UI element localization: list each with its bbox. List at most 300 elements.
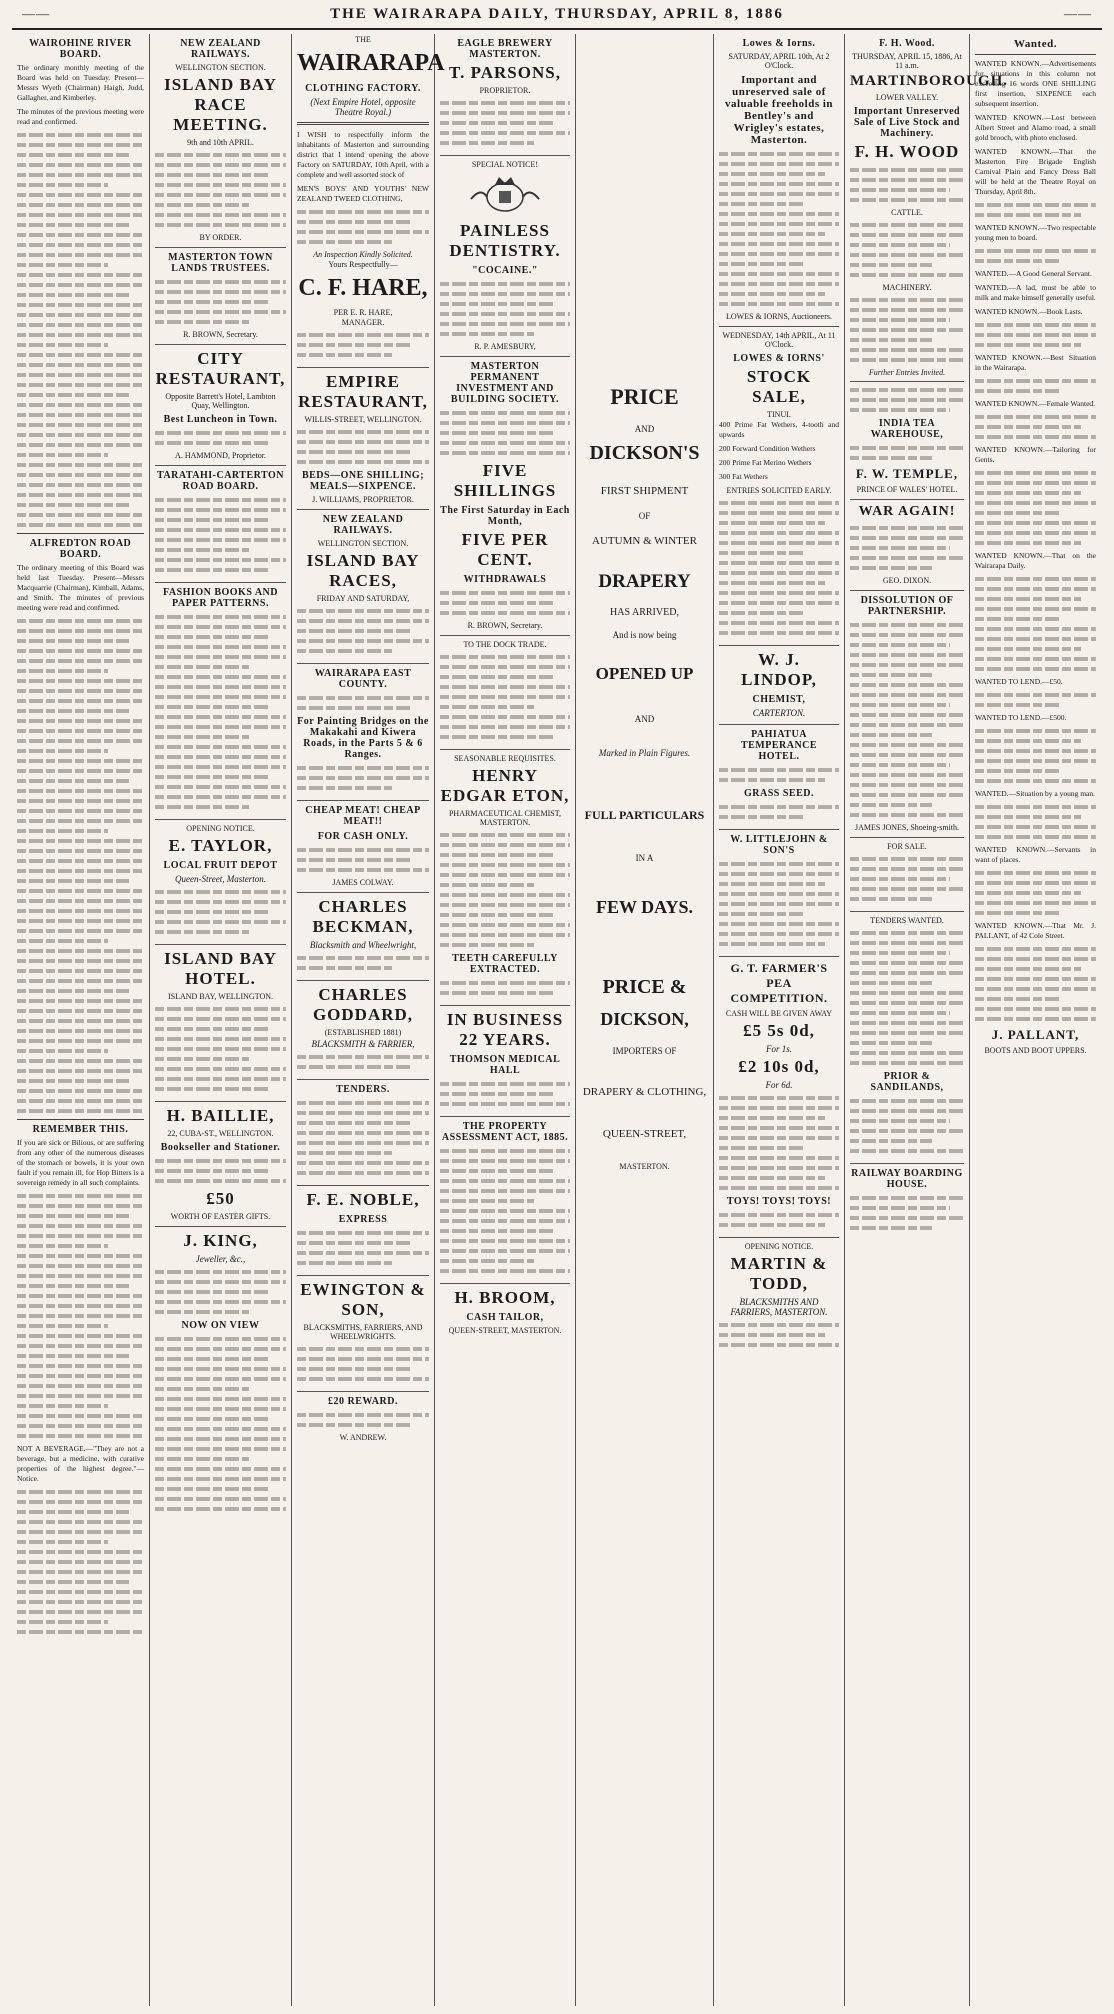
- ad-title: J. KING,: [183, 1231, 258, 1250]
- ad-signature-role: MANAGER.: [341, 318, 385, 327]
- text-lines: [975, 379, 1096, 393]
- ad-title: G. T. FARMER'S PEA COMPETITION.: [730, 961, 828, 1005]
- wanted-ad: WANTED KNOWN.—Tailoring for Gents.: [975, 445, 1096, 464]
- ad-title: CHEAP MEAT! CHEAP MEAT!!: [305, 805, 421, 827]
- chemist-advert: [440, 754, 570, 1006]
- column-6: [714, 34, 845, 2006]
- for-sale-advert: [850, 842, 964, 912]
- ad-subheading: WELLINGTON SECTION.: [175, 63, 266, 72]
- wanted-ad: WANTED KNOWN.—Servants in want of places.: [975, 845, 1096, 864]
- ad-line: ENTRIES SOLICITED EARLY.: [726, 486, 832, 495]
- stock-sale-advert: [719, 331, 839, 646]
- ad-subheading: Bookseller and Stationer.: [160, 1142, 281, 1153]
- ad-title: FEW DAYS.: [595, 897, 694, 917]
- text-lines: [975, 871, 1096, 915]
- text-lines: [440, 411, 570, 455]
- ad-title: WAIRARAPA: [297, 50, 445, 76]
- ad-subheading: BLACKSMITHS AND FARRIERS, MASTERTON.: [730, 1297, 828, 1317]
- ad-heading: MASTERTON PERMANENT INVESTMENT AND BUILDING SOCIETY.: [450, 361, 560, 405]
- text-lines: [440, 1082, 570, 1106]
- assessment-act-notice: [440, 1121, 570, 1284]
- ad-line: Marked in Plain Figures.: [598, 748, 691, 758]
- article-text: NOT A BEVERAGE.—"They are not a beverage, but a medicine, with curative properties of the highest degree."—Notice.: [17, 1444, 144, 1483]
- express-advert: [297, 1190, 429, 1276]
- ad-address: (Next Empire Hotel, opposite Theatre Royal.): [310, 97, 416, 117]
- royal-crest-icon: [465, 173, 545, 217]
- ad-heading: Lowes & Iorns.: [742, 38, 816, 49]
- text-lines: [155, 431, 286, 445]
- stock-line: 400 Prime Fat Wethers, 4-tooth and upwards: [719, 420, 839, 439]
- text-lines: [17, 1490, 144, 1634]
- text-lines: [440, 833, 570, 947]
- ad-heading: OPENING NOTICE.: [186, 824, 255, 833]
- ad-title: EWINGTON & SON,: [300, 1280, 426, 1319]
- jeweller-advert: [155, 1231, 286, 1511]
- ad-line: Important Unreserved Sale of Live Stock and Machinery.: [853, 106, 961, 139]
- column-8-wanted: [970, 34, 1101, 2006]
- text-lines: [975, 947, 1096, 1021]
- ad-signature: LOWES & IORNS, Auctioneers.: [726, 312, 832, 321]
- ad-title: OPENED UP: [595, 664, 694, 683]
- ad-title: PRICE: [610, 384, 679, 409]
- ad-heading: WAIRARAPA EAST COUNTY.: [314, 668, 412, 690]
- wanted-ad: WANTED TO LEND.—£50.: [975, 677, 1063, 686]
- ad-address: CARTERTON.: [752, 708, 806, 718]
- ad-title: W. LITTLEJOHN & SON'S: [730, 834, 828, 856]
- text-lines: [155, 1337, 286, 1511]
- text-lines: [975, 203, 1096, 217]
- ad-heading: FASHION BOOKS AND PAPER PATTERNS.: [163, 587, 278, 609]
- ad-line: IMPORTERS OF: [612, 1046, 677, 1056]
- ad-date: THURSDAY, APRIL 15, 1886, At 11 a.m.: [852, 52, 962, 70]
- county-tender-advert: [297, 668, 429, 801]
- medical-hall-advert: [440, 1010, 570, 1117]
- ad-line: MASTERTON.: [619, 1162, 670, 1171]
- road-board-notice: [155, 470, 286, 583]
- ad-heading: TARATAHI-CARTERTON ROAD BOARD.: [156, 470, 284, 492]
- tenders-advert: [297, 1084, 429, 1186]
- text-lines: [17, 1194, 144, 1438]
- text-lines: [719, 1323, 839, 1347]
- tenders-wanted-advert: [850, 916, 964, 1164]
- restaurant-advert: [155, 349, 286, 466]
- hotel-advert: [155, 949, 286, 1102]
- wanted-ad: WANTED.—A lad, must be able to milk and make himself generally useful.: [975, 283, 1096, 302]
- ad-text: MEN'S BOYS' AND YOUTHS' NEW ZEALAND TWEED CLOTHING,: [297, 184, 429, 203]
- text-lines: [440, 101, 570, 145]
- text-lines: [440, 282, 570, 336]
- littlejohn-advert: [719, 834, 839, 957]
- article-heading: REMEMBER THIS.: [32, 1124, 129, 1135]
- ad-word: AND: [634, 424, 655, 434]
- ad-signature: A. HAMMOND, Proprietor.: [175, 451, 266, 460]
- wanted-ad: WANTED KNOWN.—Lost between Albert Street and Alamo road, a small gold brooch, with photo enclosed.: [975, 113, 1096, 142]
- wanted-ad: WANTED KNOWN.—Book Lasts.: [975, 307, 1083, 316]
- text-lines: [719, 768, 839, 782]
- text-lines: [850, 931, 964, 1065]
- prize-amount: £5 5s 0d,: [743, 1021, 815, 1040]
- ad-subheading: (ESTABLISHED 1881): [324, 1028, 402, 1037]
- text-lines: [850, 1196, 964, 1230]
- text-lines: [850, 168, 964, 202]
- ad-line: QUEEN-STREET,: [602, 1128, 687, 1140]
- ad-address: QUEEN-STREET, MASTERTON.: [448, 1326, 562, 1335]
- text-lines: [975, 323, 1096, 347]
- wanted-ad: WANTED KNOWN.—Two respectable young men to board.: [975, 223, 1096, 242]
- article-text: The ordinary meeting of this Board was held last Tuesday. Present—Messrs Macquarrie (Chairman), Kimball, Adams, and Smith. The minutes of previous meeting were read and confirmed.: [17, 563, 144, 612]
- ad-address: Queen-Street, Masterton.: [175, 874, 266, 884]
- ad-subheading: ISLAND BAY, WELLINGTON.: [167, 992, 274, 1001]
- ad-heading: F. H. Wood.: [879, 38, 935, 49]
- ad-title: PRICE &: [602, 976, 687, 998]
- text-lines: [155, 280, 286, 324]
- text-lines: [719, 805, 839, 819]
- ad-subheading: CLOTHING FACTORY.: [305, 83, 421, 94]
- lindop-chemist-advert: [719, 650, 839, 725]
- ad-subheading: CATTLE.: [891, 208, 923, 217]
- text-lines: [850, 857, 964, 901]
- text-lines: [297, 848, 429, 872]
- text-lines: [17, 133, 144, 527]
- clothing-factory-advert: [297, 35, 445, 368]
- column-1: [12, 34, 150, 2006]
- trustees-notice: [155, 252, 286, 345]
- ad-heading: TENDERS WANTED.: [870, 916, 944, 925]
- ad-date: WEDNESDAY, 14th APRIL, At 11 O'Clock.: [722, 331, 836, 349]
- stock-line: 200 Prime Fat Merino Wethers: [719, 458, 812, 467]
- ad-subheading: BLACKSMITHS, FARRIERS, AND WHEELWRIGHTS.: [303, 1323, 423, 1341]
- text-lines: [297, 696, 429, 710]
- ad-title: CITY RESTAURANT,: [155, 349, 286, 388]
- ad-line: WORTH OF EASTER GIFTS.: [170, 1212, 271, 1221]
- text-lines: [719, 1096, 839, 1190]
- column-2: [150, 34, 292, 2006]
- ad-subheading: PROPRIETOR.: [479, 86, 531, 95]
- ad-heading: EAGLE BREWERY MASTERTON.: [457, 38, 553, 60]
- column-5-price-dickson: [576, 34, 714, 2006]
- text-lines: [297, 333, 429, 357]
- wanted-ad: WANTED.—A Good General Servant.: [975, 269, 1092, 278]
- ad-signature: R. BROWN, Secretary.: [183, 330, 258, 339]
- ad-line: TEETH CAREFULLY EXTRACTED.: [452, 953, 558, 975]
- dentistry-advert: [440, 160, 570, 357]
- text-lines: [975, 577, 1096, 671]
- martin-todd-advert: [719, 1242, 839, 1347]
- ad-heading: TO THE DOCK TRADE.: [463, 640, 547, 649]
- ad-signature: J. PALLANT,: [991, 1027, 1080, 1042]
- article-heading: WAIROHINE RIVER BOARD.: [29, 38, 132, 60]
- text-lines: [975, 805, 1096, 839]
- text-lines: [297, 210, 429, 244]
- auction-advert: [719, 38, 839, 327]
- text-lines: [850, 446, 964, 460]
- ad-subheading: WILLIS-STREET, WELLINGTON.: [304, 415, 422, 424]
- ad-title: PAINLESS DENTISTRY.: [449, 221, 561, 260]
- ad-price: £50: [206, 1189, 235, 1208]
- ad-subheading: LOWER VALLEY.: [875, 93, 939, 102]
- text-lines: [850, 526, 964, 570]
- ad-subheading: TINUI.: [767, 410, 791, 419]
- ad-subheading: Jeweller, &c.,: [195, 1254, 246, 1264]
- ad-heading: SPECIAL NOTICE!: [471, 160, 539, 169]
- ad-line: FULL PARTICULARS: [584, 808, 705, 822]
- ad-title: T. PARSONS,: [449, 63, 561, 82]
- ad-line: An Inspection Kindly Solicited.: [313, 250, 413, 259]
- ad-signature: JAMES JONES, Shoeing-smith.: [854, 823, 959, 832]
- ad-signature: BY ORDER.: [199, 233, 242, 242]
- ad-heading: MASTERTON TOWN LANDS TRUSTEES.: [168, 252, 273, 274]
- empire-restaurant-advert: [297, 372, 429, 510]
- divider: [975, 54, 1096, 55]
- ad-word: OF: [638, 511, 651, 521]
- ad-heading: TENDERS.: [336, 1084, 390, 1095]
- article-text: The ordinary monthly meeting of the Board was held on Tuesday. Present—Messrs Wyeth (Chairman) Haigh, Judd, Gallagher, and Kimberley.: [17, 63, 144, 102]
- ad-heading: NEW ZEALAND RAILWAYS.: [322, 514, 404, 536]
- ad-signature-sub: PER E. R. HARE,: [333, 308, 393, 317]
- text-lines: [155, 1007, 286, 1091]
- reward-advert: [297, 1396, 429, 1442]
- text-lines: [155, 1270, 286, 1314]
- ad-subheading: LOCAL FRUIT DEPOT: [163, 860, 278, 871]
- ad-signature: F. W. TEMPLE,: [855, 466, 959, 481]
- text-lines: [850, 388, 964, 412]
- ad-subheading: WITHDRAWALS: [463, 574, 547, 585]
- text-lines: [440, 1149, 570, 1273]
- ad-line: Further Entries Invited.: [868, 368, 946, 377]
- ad-title: DICKSON,: [600, 1009, 689, 1029]
- ad-title: EMPIRE RESTAURANT,: [298, 372, 428, 411]
- ad-heading: FOR SALE.: [887, 842, 927, 851]
- text-lines: [297, 1101, 429, 1175]
- ad-title: Important and unreserved sale of valuable freeholds in Bentley's and Wrigley's estates, Masterton.: [724, 74, 834, 146]
- wanted-ad: WANTED KNOWN.—That the Masterton Fire Brigade English Carnival Plain and Fancy Dress Ball will be held at the Theatre Royal on Thursday, April 8th.: [975, 147, 1096, 196]
- ad-date: FRIDAY AND SATURDAY,: [316, 594, 410, 603]
- text-lines: [975, 729, 1096, 783]
- ewington-advert: [297, 1280, 429, 1392]
- ad-word: AND: [634, 714, 655, 724]
- wanted-ad: WANTED KNOWN.—That on the Wairarapa Daily.: [975, 551, 1096, 570]
- text-lines: [850, 1099, 964, 1153]
- stock-line: 300 Fat Wethers: [719, 472, 768, 481]
- ad-title: F. E. NOBLE,: [306, 1190, 420, 1209]
- section-heading: Wanted.: [1014, 38, 1057, 50]
- farrier-advert: [297, 985, 429, 1080]
- ad-title: CHARLES BECKMAN,: [312, 897, 414, 936]
- ad-subheading: WELLINGTON SECTION.: [317, 539, 409, 548]
- ad-line: FIVE PER CENT.: [461, 530, 549, 569]
- ad-subheading: GRASS SEED.: [744, 788, 814, 799]
- ad-signature: GEO. DIXON.: [882, 576, 932, 585]
- prize-amount: £2 10s 0d,: [738, 1057, 820, 1076]
- text-lines: [155, 498, 286, 572]
- ad-line: HAS ARRIVED,: [610, 607, 679, 618]
- pea-competition-advert: [719, 961, 839, 1238]
- blacksmith-advert: [297, 897, 429, 981]
- masthead-rule-right: ——: [1064, 6, 1092, 21]
- ad-subheading: Opposite Barrett's Hotel, Lambton Quay, Wellington.: [165, 392, 276, 410]
- prize-entry: For 1s.: [765, 1044, 792, 1054]
- ad-heading: DISSOLUTION OF PARTNERSHIP.: [860, 595, 954, 617]
- ad-subheading: BOOTS AND BOOT UPPERS.: [984, 1046, 1087, 1055]
- text-lines: [297, 609, 429, 653]
- wanted-ad: WANTED KNOWN.—Best Situation in the Wairarapa.: [975, 353, 1096, 372]
- ad-line: Yours Respectfully—: [328, 260, 398, 269]
- ad-line: AUTUMN & WINTER: [592, 535, 697, 547]
- railway-advert: [155, 38, 286, 248]
- ad-signature: C. F. HARE,: [298, 275, 428, 301]
- text-lines: [975, 415, 1096, 439]
- railway-advert: [297, 514, 429, 664]
- ad-signature: JAMES COLWAY.: [332, 878, 394, 887]
- ad-subheading: PRINCE OF WALES' HOTEL.: [856, 485, 958, 494]
- ad-text: I WISH to respectfully inform the inhabitants of Masterton and surrounding district that I intend opening the above Factory on SATURDAY, 10th April, with a complete and well assorted stock of: [297, 130, 429, 179]
- ad-line: FIVE SHILLINGS: [453, 461, 557, 500]
- ad-heading: THE PROPERTY ASSESSMENT ACT, 1885.: [441, 1121, 569, 1143]
- ad-title: STOCK SALE,: [746, 367, 812, 406]
- ad-line: For Painting Bridges on the Makakahi and Kiwera Roads, in the Parts 5 & 6 Ranges.: [297, 716, 429, 760]
- text-lines: [297, 956, 429, 970]
- text-lines: [975, 693, 1096, 707]
- ad-title: MARTINBOROUGH.: [850, 73, 1009, 89]
- ad-signature: R. BROWN, Secretary.: [467, 621, 543, 630]
- wanted-ad: WANTED TO LEND.—£500.: [975, 713, 1067, 722]
- text-lines: [297, 430, 429, 464]
- ad-subheading: CASH TAILOR,: [466, 1312, 544, 1323]
- ad-title: ISLAND BAY RACE MEETING.: [164, 75, 277, 134]
- ad-heading: PAHIATUA TEMPERANCE HOTEL.: [740, 729, 818, 762]
- ad-date: SATURDAY, APRIL 10th, At 2 O'Clock.: [728, 52, 830, 70]
- text-lines: [719, 862, 839, 946]
- text-lines: [155, 1159, 286, 1183]
- fashion-advert: [155, 587, 286, 820]
- ad-line: DRAPERY & CLOTHING,: [582, 1086, 707, 1098]
- ad-subheading: PHARMACEUTICAL CHEMIST, MASTERTON.: [448, 809, 561, 827]
- column-7: [845, 34, 1009, 2006]
- ad-subheading: THOMSON MEDICAL HALL: [449, 1054, 561, 1076]
- ad-heading: NEW ZEALAND RAILWAYS.: [180, 38, 261, 60]
- ad-date: 9th and 10th APRIL.: [187, 138, 254, 147]
- ad-line: CASH WILL BE GIVEN AWAY: [725, 1009, 833, 1018]
- ad-line: The First Saturday in Each Month,: [440, 505, 570, 527]
- partnership-notice: [850, 595, 964, 838]
- wanted-ad: WANTED KNOWN.—Female Wanted.: [975, 399, 1096, 408]
- masthead: [12, 6, 1102, 30]
- ad-title: DRAPERY: [598, 571, 691, 592]
- text-lines: [975, 471, 1096, 545]
- text-lines: [975, 249, 1096, 263]
- text-lines: [297, 766, 429, 790]
- ad-subheading: "COCAINE.": [472, 265, 538, 276]
- building-society-advert: [440, 361, 570, 636]
- ad-title: £20 REWARD.: [328, 1396, 398, 1407]
- ad-word: IN A: [635, 853, 654, 863]
- text-lines: [850, 298, 964, 362]
- text-lines: [850, 223, 964, 277]
- masthead-rule-left: ——: [22, 6, 50, 21]
- stock-line: 200 Forward Condition Wethers: [719, 444, 816, 453]
- divider: [297, 122, 429, 125]
- dock-trade-advert: [440, 640, 570, 750]
- text-lines: [297, 1347, 429, 1381]
- text-lines: [297, 1413, 429, 1427]
- ad-line: And is now being: [612, 630, 677, 640]
- ad-title: CHARLES GODDARD,: [312, 985, 414, 1024]
- column-4: [435, 34, 576, 2006]
- ad-title: F. H. WOOD: [854, 142, 960, 161]
- boarding-house-advert: [850, 1168, 964, 1230]
- ad-title: E. TAYLOR,: [168, 836, 273, 855]
- ad-heading: LOWES & IORNS': [733, 353, 825, 364]
- ad-title: H. BAILLIE,: [166, 1106, 275, 1125]
- prize-entry: For 6d.: [765, 1080, 793, 1090]
- ad-heading: SEASONABLE REQUISITES.: [454, 754, 556, 763]
- ad-title: ISLAND BAY RACES,: [306, 551, 420, 590]
- divider: [17, 533, 144, 534]
- ad-line: BLACKSMITH & FARRIER,: [311, 1039, 415, 1049]
- brewery-advert: [440, 38, 570, 156]
- ad-title: IN BUSINESS 22 YEARS.: [446, 1010, 564, 1049]
- ad-title: ISLAND BAY HOTEL.: [164, 949, 277, 988]
- wanted-ad: WANTED KNOWN.—Advertisements for situations in this column not exceeding 16 words ONE SHILLING first insertion, SIXPENCE each subsequent insertion.: [975, 59, 1096, 108]
- text-lines: [440, 981, 570, 995]
- column-3: [292, 34, 445, 2006]
- text-lines: [719, 1213, 839, 1227]
- article-text: The minutes of the previous meeting were read and confirmed.: [17, 107, 144, 126]
- ad-title: HENRY EDGAR ETON,: [440, 766, 570, 805]
- article-text: If you are sick or Bilious, or are suffering from any other of the numerous diseases of the stomach or bowels, it is your own fault if you remain ill, for Hop Bitters is a sovereign remedy in all such complaints.: [17, 1138, 144, 1187]
- ad-line: TOYS! TOYS! TOYS!: [726, 1196, 832, 1207]
- text-lines: [440, 655, 570, 739]
- ad-subheading: CHEMIST,: [752, 694, 806, 705]
- fruit-depot-advert: [155, 824, 286, 945]
- wood-auction-advert: [850, 38, 1009, 382]
- ad-title: W. J. LINDOP,: [741, 650, 817, 689]
- ad-subheading: FOR CASH ONLY.: [317, 831, 409, 842]
- columns: [12, 34, 1102, 2006]
- ad-heading: OPENING NOTICE.: [744, 1242, 814, 1251]
- text-lines: [440, 591, 570, 615]
- ad-line: NOW ON VIEW: [181, 1320, 260, 1331]
- ad-line: FIRST SHIPMENT: [600, 485, 689, 497]
- temperance-hotel-advert: [719, 729, 839, 830]
- ad-heading: THE: [355, 35, 371, 44]
- text-lines: [719, 501, 839, 635]
- ad-subheading: EXPRESS: [338, 1214, 388, 1225]
- ad-subheading: Blacksmith and Wheelwright,: [309, 940, 417, 950]
- wanted-ad: WANTED KNOWN.—That Mr. J. PALLANT, of 42 Cole Street.: [975, 921, 1096, 940]
- article-heading: ALFREDTON ROAD BOARD.: [29, 538, 132, 560]
- text-lines: [17, 619, 144, 1113]
- text-lines: [155, 890, 286, 934]
- ad-signature: R. P. AMESBURY,: [474, 342, 536, 351]
- masthead-title: THE WAIRARAPA DAILY, THURSDAY, APRIL 8, 1886: [330, 6, 784, 22]
- ad-title: DICKSON'S: [589, 442, 700, 464]
- war-again-advert: [850, 504, 964, 591]
- divider: [17, 1119, 144, 1120]
- ad-line: BEDS—ONE SHILLING; MEALS—SIXPENCE.: [301, 470, 425, 492]
- tailor-advert: [440, 1288, 570, 1335]
- ad-line: PRIOR & SANDILANDS,: [870, 1071, 944, 1093]
- ad-signature: W. ANDREW.: [339, 1433, 387, 1442]
- ad-line: Best Luncheon in Town.: [163, 414, 278, 425]
- ad-title: INDIA TEA WAREHOUSE,: [870, 418, 944, 440]
- ad-signature: J. WILLIAMS, PROPRIETOR.: [312, 495, 414, 504]
- cheap-meat-advert: [297, 805, 429, 893]
- tea-warehouse-advert: [850, 388, 964, 500]
- bookseller-advert: [155, 1106, 286, 1227]
- ad-title: RAILWAY BOARDING HOUSE.: [851, 1168, 963, 1190]
- text-lines: [850, 623, 964, 817]
